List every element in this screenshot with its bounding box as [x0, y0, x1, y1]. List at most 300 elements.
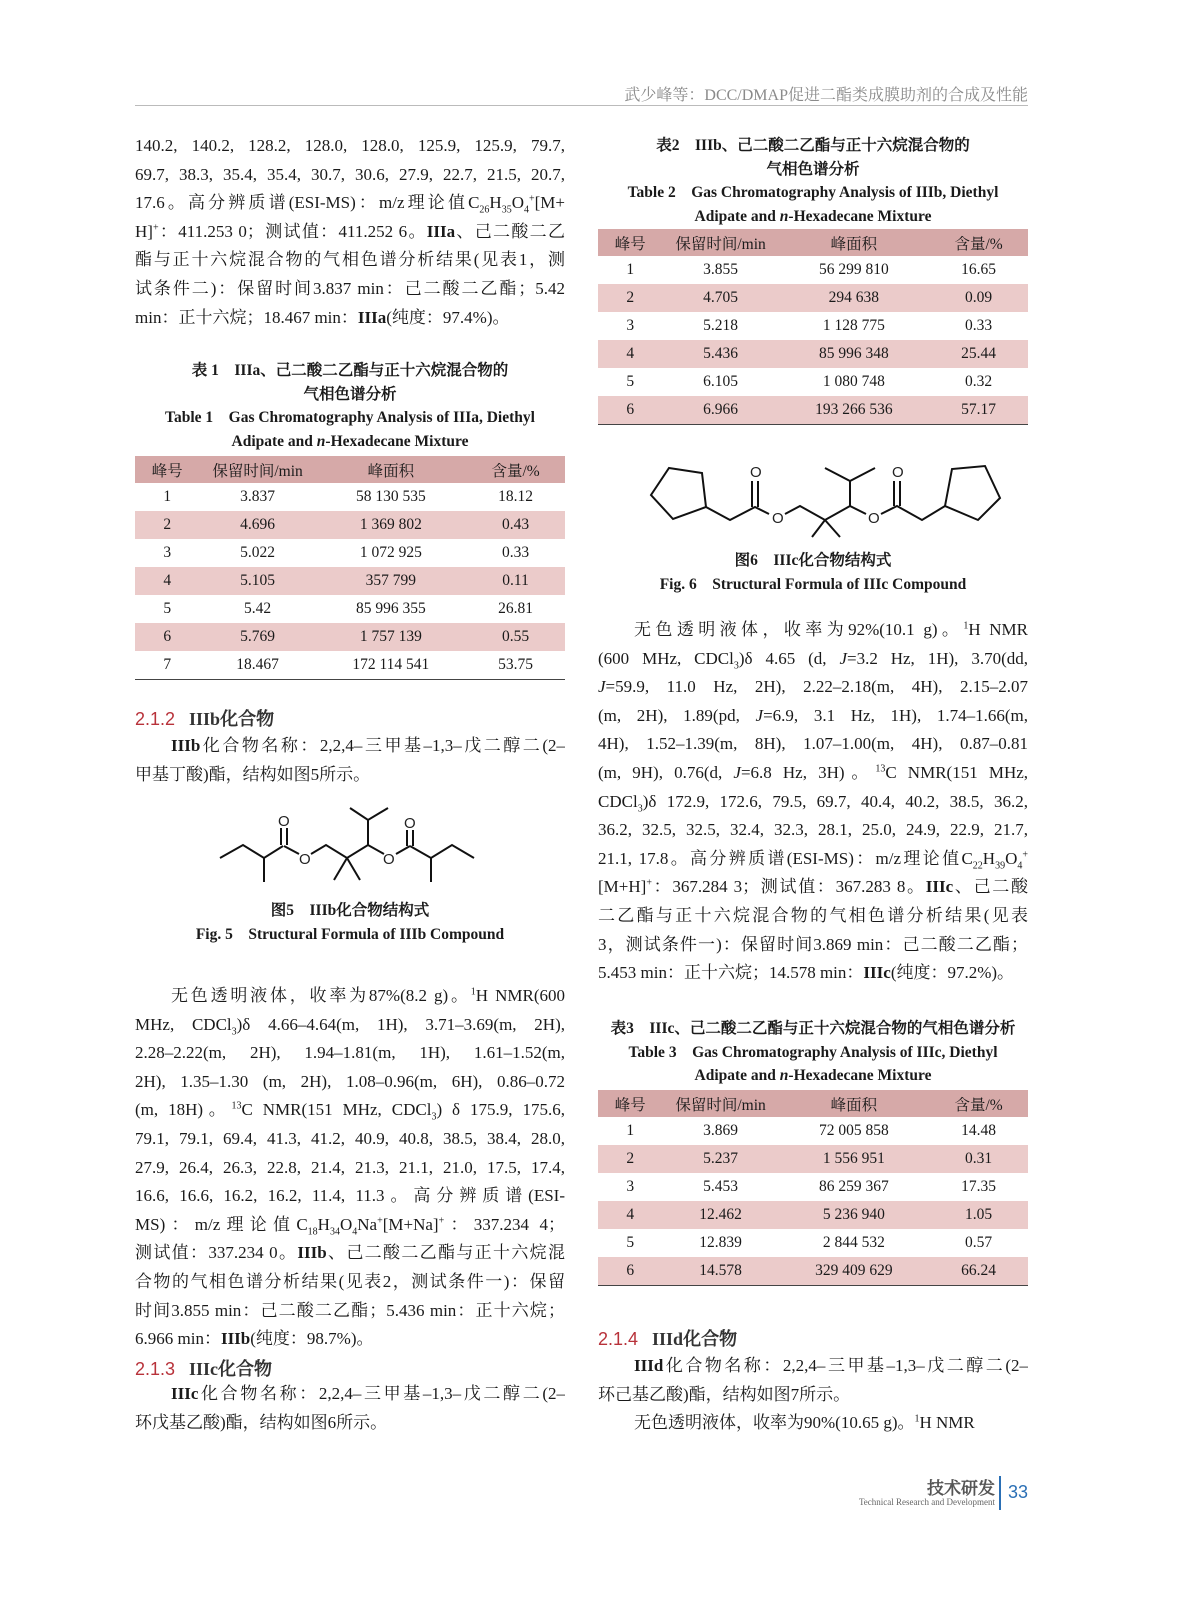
subscript: 18	[307, 1226, 318, 1238]
text-run: 表2 IIIb、己二酸二乙酯与正十六烷混合物的	[656, 137, 970, 154]
text-line	[598, 1409, 1028, 1438]
paragraph	[598, 1409, 1028, 1438]
table-cell: 12.839	[699, 1234, 742, 1251]
subscript: 4	[523, 204, 529, 216]
text-run: 无色透明液体，收率为92%(10.1 g)。	[634, 620, 964, 639]
subscript: 4	[352, 1226, 358, 1238]
text-line	[135, 1068, 565, 1097]
table-cell: 357 799	[365, 572, 417, 589]
text-line	[135, 1011, 565, 1040]
table-cell: 5.42	[243, 600, 272, 617]
text-run: 气相色谱分析	[303, 385, 397, 403]
text-run: Table 3 Gas Chromatography Analysis of IIIc, Diethyl	[628, 1043, 998, 1061]
text-run: 17.6。高分辨质谱(ESI-MS)：m/z理论值C	[135, 193, 480, 213]
text-line	[598, 873, 1028, 902]
table-cell: 3.869	[703, 1122, 738, 1139]
table-cell: 6	[626, 1262, 635, 1279]
text-run: 36.2, 32.5, 32.5, 32.4, 32.3, 28.1, 25.0, 24.9, 22.9, 21.7,	[598, 820, 1028, 840]
table-cell: 66.24	[961, 1262, 996, 1279]
text-run: ：411.253 0；测试值：411.252 6。	[158, 221, 427, 241]
table-cell: 3	[163, 544, 172, 561]
table-cell: 5.022	[240, 544, 275, 561]
text-line	[598, 1064, 1028, 1088]
bond	[347, 858, 360, 880]
superscript: +	[438, 1215, 445, 1227]
column-header: 含量/%	[954, 235, 1003, 253]
text-run: 时间3.855 min：己二酸二乙酯；5.436 min：正十六烷；	[135, 1300, 565, 1320]
text-run: 2.28–2.22(m, 2H), 1.94–1.81(m, 1H), 1.61–1.52(m,	[135, 1043, 565, 1063]
table-row	[598, 1201, 1028, 1229]
text-run: 环己基乙酸)酯，结构如图7所示。	[598, 1384, 851, 1404]
text-run: O	[511, 193, 524, 213]
text-run: H	[982, 848, 996, 868]
text-run: Table 2 Gas Chromatography Analysis of IIIb, Diethyl	[627, 184, 999, 201]
table-cell: 4	[163, 572, 172, 589]
text-line	[598, 673, 1028, 702]
table-cell: 0.32	[964, 373, 993, 390]
table-cell: 1	[163, 488, 172, 505]
atom-label: O	[299, 851, 311, 868]
compound-label: IIId	[634, 1356, 664, 1375]
table-cell: 0.57	[964, 1234, 993, 1251]
table-cell: 3	[626, 317, 635, 334]
text-run: H	[489, 193, 502, 213]
text-line	[598, 1352, 1028, 1381]
table-cell: 6.966	[703, 401, 738, 418]
column-header: 含量/%	[491, 462, 540, 480]
table-cell: 1.05	[964, 1206, 993, 1223]
table-cell: 0.31	[964, 1150, 993, 1167]
superscript: +	[152, 222, 159, 234]
table-cell: 0.09	[964, 289, 993, 306]
text-run: 、己二酸	[953, 877, 1028, 897]
table-cell: 1 128 775	[822, 317, 885, 334]
atom-label: O	[383, 851, 395, 868]
table-cell: 3.837	[240, 488, 275, 505]
text-run: ：337.234 4；	[444, 1214, 565, 1234]
column-header: 峰面积	[830, 1096, 878, 1114]
column-header: 峰号	[614, 235, 646, 253]
text-run: 表 1 IIIa、己二酸二乙酯与正十六烷混合物的	[191, 362, 509, 379]
section-title: IIIb化合物	[189, 709, 275, 729]
text-run: =6.9, 3.1 Hz, 1H), 1.74–1.66(m,	[763, 705, 1028, 725]
table-cell: 329 409 629	[815, 1262, 893, 1279]
text-run: (纯度：97.4%)。	[386, 307, 510, 327]
text-run: 无色透明液体，收率为87%(8.2 g)。	[171, 986, 471, 1005]
text-run: 环戊基乙酸)酯，结构如图6所示。	[135, 1412, 388, 1432]
text-run: H NMR	[968, 620, 1028, 639]
column-header: 峰号	[614, 1096, 646, 1114]
bond-chain	[311, 845, 384, 858]
text-line	[598, 645, 1028, 674]
section-number: 2.1.3	[135, 1359, 176, 1379]
paragraph	[135, 982, 565, 1354]
compound-label: IIIc	[925, 877, 954, 897]
table-cell: 4	[626, 345, 635, 362]
table-cell: 14.578	[699, 1262, 742, 1279]
text-run: (m, 18H)。	[135, 1100, 232, 1120]
text-run: MS)：m/z理论值C	[135, 1214, 308, 1234]
text-run: MHz, CDCl	[135, 1014, 232, 1034]
compound-label: IIIa	[426, 221, 456, 241]
bond	[284, 846, 299, 854]
section-heading	[135, 1355, 272, 1381]
table-cell: 0.33	[964, 317, 993, 334]
atom-label: O	[750, 464, 762, 481]
text-line	[598, 1041, 1028, 1065]
table-cell: 26.81	[498, 600, 533, 617]
atom-label: O	[892, 464, 904, 481]
figure-caption	[135, 899, 565, 946]
bond	[812, 520, 825, 537]
table-cell: 4.696	[240, 516, 275, 533]
text-line	[135, 1239, 565, 1268]
table-cell: 6.105	[703, 373, 738, 390]
text-run: O	[1005, 848, 1018, 868]
column-header: 保留时间/min	[675, 1096, 766, 1114]
table-cell: 3	[626, 1178, 635, 1195]
text-run: =59.9, 11.0 Hz, 2H), 2.22–2.18(m, 4H), 2.15–2.07	[605, 677, 1028, 697]
text-run: Adipate and	[231, 432, 317, 450]
subscript: 35	[501, 204, 512, 216]
section-title: IIIc化合物	[189, 1359, 273, 1379]
table-cell: 5.453	[703, 1178, 738, 1195]
text-run: C NMR(151 MHz, CDCl	[241, 1100, 432, 1120]
text-run: C NMR(151 MHz,	[885, 762, 1028, 782]
text-run: Fig. 5 Structural Formula of IIIb Compound	[195, 925, 505, 943]
table-cell: 193 266 536	[815, 401, 893, 418]
table-cell: 2	[626, 289, 635, 306]
superscript: 1	[914, 1413, 920, 1425]
bond-chain	[825, 468, 875, 481]
text-run: H	[317, 1214, 330, 1234]
table-cell: 1 072 925	[359, 544, 422, 561]
text-line	[598, 730, 1028, 759]
text-run: )δ 172.9, 172.6, 79.5, 69.7, 40.4, 40.2, 38.5, 36.2,	[642, 791, 1028, 811]
text-run: [M+	[534, 193, 565, 213]
text-run: 4H), 1.52–1.39(m, 8H), 1.07–1.00(m, 4H), 0.87–0.81	[598, 734, 1028, 754]
text-run: -Hexadecane Mixture	[788, 207, 932, 225]
table-cell: 85 996 348	[818, 345, 889, 362]
text-line	[135, 1268, 565, 1297]
text-line	[598, 902, 1028, 931]
text-line	[598, 1381, 1028, 1410]
table-cell: 85 996 355	[355, 600, 426, 617]
bond	[334, 858, 347, 880]
subscript: 4	[1017, 860, 1023, 872]
table-cell: 18.467	[236, 656, 279, 673]
table-cell: 12.462	[699, 1206, 742, 1223]
text-line	[135, 1096, 565, 1125]
text-line	[135, 982, 565, 1011]
atom-label: O	[868, 510, 880, 527]
table-cell: 0.11	[502, 572, 529, 589]
subscript: 39	[995, 860, 1006, 872]
text-run: H]	[135, 221, 153, 241]
column-header: 保留时间/min	[212, 462, 303, 480]
table-row	[598, 1229, 1028, 1257]
text-line	[598, 573, 1028, 597]
table-row	[598, 1117, 1028, 1145]
figure-caption	[598, 549, 1028, 596]
text-run: 21.1, 17.8。高分辨质谱(ESI-MS)：m/z理论值C	[598, 848, 973, 868]
italic-symbol: n	[779, 207, 789, 225]
text-line	[135, 1211, 565, 1240]
table-cell: 14.48	[961, 1122, 996, 1139]
bond-chain	[881, 506, 945, 520]
table-cell: 6	[163, 628, 172, 645]
table-cell: 18.12	[498, 488, 533, 505]
text-line	[598, 702, 1028, 731]
text-run: 无色透明液体，收率为90%(10.65 g)。	[634, 1413, 915, 1432]
text-run: ) δ 175.9, 175.6,	[436, 1100, 565, 1120]
table-cell: 58 130 535	[355, 488, 426, 505]
text-line	[598, 959, 1028, 988]
text-run: 69.7, 38.3, 35.4, 35.4, 30.7, 30.6, 27.9, 22.7, 21.5, 20.7,	[135, 164, 565, 184]
cyclopentane-ring	[651, 468, 706, 519]
text-run: ：367.284 3；测试值：367.283 8。	[651, 877, 926, 897]
italic-symbol: n	[316, 432, 326, 450]
text-run: 酯与正十六烷混合物的气相色谱分析结果(见表1，测	[135, 250, 565, 270]
text-run: [M+H]	[598, 877, 647, 897]
text-run: 试条件二)：保留时间3.837 min：己二酸二乙酯；5.42	[135, 278, 565, 298]
italic-symbol: n	[779, 1067, 789, 1084]
table-3	[598, 1090, 1028, 1286]
text-line	[135, 1325, 565, 1354]
superscript: 1	[470, 986, 476, 998]
table-cell: 2	[626, 1150, 635, 1167]
text-line	[135, 1039, 565, 1068]
table-cell: 5.105	[240, 572, 275, 589]
table-cell: 53.75	[498, 656, 533, 673]
table-cell: 1 757 139	[359, 628, 422, 645]
table-cell: 1 556 951	[822, 1150, 885, 1167]
table-cell: 0.43	[501, 516, 530, 533]
subscript: 34	[329, 1226, 340, 1238]
italic-symbol: J	[839, 648, 847, 668]
text-run: (纯度：98.7%)。	[250, 1329, 374, 1349]
compound-label: IIIb	[297, 1243, 327, 1263]
structure-iiic	[0, 0, 1100, 560]
table-cell: 72 005 858	[818, 1122, 889, 1139]
column-header: 峰面积	[830, 235, 878, 253]
table-cell: 4.705	[703, 289, 738, 306]
table-cell: 4	[626, 1206, 635, 1223]
compound-label: IIIc	[863, 963, 891, 983]
text-line	[598, 549, 1028, 573]
text-run: (纯度：97.2%)。	[890, 963, 1015, 983]
bond	[396, 846, 410, 854]
atom-label: O	[772, 510, 784, 527]
table-cell: 1 369 802	[359, 516, 422, 533]
text-run: 表3 IIIc、己二酸二乙酯与正十六烷混合物的气相色谱分析	[610, 1020, 1016, 1037]
table-cell: 16.65	[961, 261, 996, 278]
text-line	[135, 1380, 565, 1409]
italic-symbol: J	[733, 762, 741, 782]
table-cell: 6	[626, 401, 635, 418]
table-cell: 5.769	[240, 628, 275, 645]
text-run: 5.453 min：正十六烷；14.578 min：	[598, 963, 864, 983]
superscript: +	[528, 193, 535, 205]
text-run: Fig. 6 Structural Formula of IIIc Compound	[659, 575, 967, 593]
text-run: 27.9, 26.4, 26.3, 22.8, 21.4, 21.3, 21.1, 21.0, 17.5, 17.4,	[135, 1157, 565, 1177]
table-cell: 1	[626, 1122, 635, 1139]
table-caption	[598, 1017, 1028, 1088]
subscript: 3	[733, 659, 739, 671]
paragraph	[598, 616, 1028, 988]
subscript: 22	[972, 860, 983, 872]
running-head: 武少峰等：DCC/DMAP促进二酯类成膜助剂的合成及性能	[624, 87, 1028, 104]
column-header: 峰面积	[367, 462, 415, 480]
table-cell: 2	[163, 516, 172, 533]
text-line	[598, 931, 1028, 960]
text-line	[598, 759, 1028, 788]
text-run: [M+Na]	[382, 1214, 439, 1234]
page-number: 33	[1008, 1482, 1029, 1502]
text-run: 气相色谱分析	[766, 160, 860, 178]
text-run: 化合物名称：2,2,4–三甲基–1,3–戊二醇二(2–	[663, 1356, 1028, 1375]
cyclopentane-ring	[945, 466, 1000, 520]
italic-symbol: J	[598, 677, 606, 697]
section-heading	[598, 1325, 737, 1351]
text-run: 79.1, 79.1, 69.4, 41.3, 41.2, 40.9, 40.8, 38.5, 38.4, 28.0,	[135, 1128, 565, 1148]
text-run: 6.966 min：	[135, 1329, 221, 1349]
column-header: 峰号	[151, 462, 183, 480]
text-run: 、己二酸二乙	[455, 221, 565, 241]
bond-chain	[410, 845, 474, 858]
table-cell: 7	[163, 656, 172, 673]
superscript: 1	[963, 620, 969, 632]
text-run: 图6 IIIc化合物结构式	[734, 552, 892, 569]
text-line	[135, 1297, 565, 1326]
footer-divider	[999, 1476, 1001, 1510]
text-run: =3.2 Hz, 1H), 3.70(dd,	[846, 648, 1028, 668]
bond	[825, 520, 840, 537]
text-run: (m, 9H), 0.76(d,	[598, 762, 734, 782]
table-cell: 2 844 532	[822, 1234, 885, 1251]
table-cell: 5.218	[703, 317, 738, 334]
table-cell: 17.35	[961, 1178, 996, 1195]
compound-label: IIIb	[220, 1329, 251, 1349]
text-line	[135, 899, 565, 923]
subscript: 3	[431, 1111, 437, 1123]
text-run: Na	[357, 1214, 378, 1234]
text-run: Adipate and	[694, 207, 780, 225]
table-cell: 86 259 367	[818, 1178, 889, 1195]
text-line	[598, 1017, 1028, 1041]
text-run: -Hexadecane Mixture	[325, 432, 469, 450]
text-run: 3，测试条件一)：保留时间3.869 min：己二酸二乙酯；	[598, 934, 1028, 954]
text-run: 16.6, 16.6, 16.2, 16.2, 11.4, 11.3。高分辨质谱(ESI-	[135, 1186, 565, 1206]
bond-chain	[706, 507, 769, 520]
text-line	[598, 845, 1028, 874]
superscript: 13	[231, 1100, 242, 1112]
table-cell: 172 114 541	[352, 656, 430, 673]
paragraph	[135, 1380, 565, 1437]
text-run: 化合物名称：2,2,4–三甲基–1,3–戊二醇二(2–	[200, 736, 565, 755]
section-title: IIId化合物	[652, 1329, 738, 1349]
text-run: (m, 2H), 1.89(pd,	[598, 705, 756, 725]
table-cell: 0.33	[501, 544, 530, 561]
table-header-row	[598, 1090, 1028, 1117]
table-cell: 57.17	[961, 401, 996, 418]
subscript: 3	[231, 1025, 237, 1037]
text-line	[598, 816, 1028, 845]
text-line	[598, 788, 1028, 817]
compound-label: IIIa	[357, 307, 387, 327]
subscript: 26	[479, 204, 490, 216]
superscript: +	[1022, 849, 1028, 861]
bond-chain	[350, 808, 388, 820]
table-row	[598, 1173, 1028, 1201]
table-row	[598, 1257, 1028, 1286]
text-run: CDCl	[598, 791, 638, 811]
table-cell: 294 638	[828, 289, 880, 306]
text-run: 图5 IIIb化合物结构式	[270, 902, 430, 919]
bond-chain	[220, 845, 283, 858]
table-cell: 1 080 748	[822, 373, 885, 390]
atom-label: O	[404, 815, 416, 832]
atom-label: O	[278, 813, 290, 830]
table-cell: 25.44	[961, 345, 996, 362]
text-run: 、己二酸二乙酯与正十六烷混	[326, 1243, 565, 1263]
table-cell: 1	[626, 261, 635, 278]
text-run: min：正十六烷；18.467 min：	[135, 307, 358, 327]
section-number: 2.1.2	[135, 709, 176, 729]
table-cell: 5 236 940	[822, 1206, 885, 1223]
compound-label: IIIb	[171, 736, 201, 755]
text-run: 合物的气相色谱分析结果(见表2，测试条件一)：保留	[135, 1271, 565, 1291]
table-cell: 56 299 810	[818, 261, 889, 278]
text-run: H NMR	[919, 1413, 975, 1432]
section-number: 2.1.4	[598, 1329, 639, 1349]
text-run: 化合物名称：2,2,4–三甲基–1,3–戊二醇二(2–	[198, 1384, 565, 1403]
text-run: 2H), 1.35–1.30 (m, 2H), 1.08–0.96(m, 6H), 0.86–0.72	[135, 1071, 565, 1091]
text-run: Table 1 Gas Chromatography Analysis of IIIa, Diethyl	[165, 409, 535, 426]
table-cell: 5	[163, 600, 172, 617]
text-run: 测试值：337.234 0。	[135, 1243, 298, 1263]
text-run: =6.8 Hz, 3H)。	[740, 762, 876, 782]
text-line	[135, 1125, 565, 1154]
table-cell: 5.237	[703, 1150, 738, 1167]
text-line	[598, 616, 1028, 645]
superscript: +	[377, 1215, 383, 1227]
text-run: O	[339, 1214, 353, 1234]
subscript: 3	[637, 802, 643, 814]
bond-chain	[785, 506, 866, 520]
table-cell: 5.436	[703, 345, 738, 362]
table-cell: 5	[626, 1234, 635, 1251]
table-row	[598, 1145, 1028, 1173]
column-header: 保留时间/min	[675, 235, 766, 253]
text-run: (600 MHz, CDCl	[598, 648, 734, 668]
column-header: 含量/%	[954, 1096, 1003, 1114]
text-run: 二乙酯与正十六烷混合物的气相色谱分析结果(见表	[598, 905, 1028, 925]
text-line	[135, 1409, 565, 1438]
superscript: +	[646, 877, 652, 889]
table-cell: 5	[626, 373, 635, 390]
text-run: 140.2, 140.2, 128.2, 128.0, 128.0, 125.9, 125.9, 79.7,	[135, 136, 565, 155]
text-run: Adipate and	[694, 1067, 780, 1084]
text-run: )δ 4.66–4.64(m, 1H), 3.71–3.69(m, 2H),	[236, 1014, 565, 1034]
text-run: -Hexadecane Mixture	[788, 1067, 932, 1084]
paragraph	[598, 1352, 1028, 1409]
text-line	[135, 1182, 565, 1211]
text-run: 甲基丁酸)酯，结构如图5所示。	[135, 764, 371, 784]
table-cell: 3.855	[703, 261, 738, 278]
table-cell: 0.55	[501, 628, 530, 645]
italic-symbol: J	[755, 705, 764, 725]
